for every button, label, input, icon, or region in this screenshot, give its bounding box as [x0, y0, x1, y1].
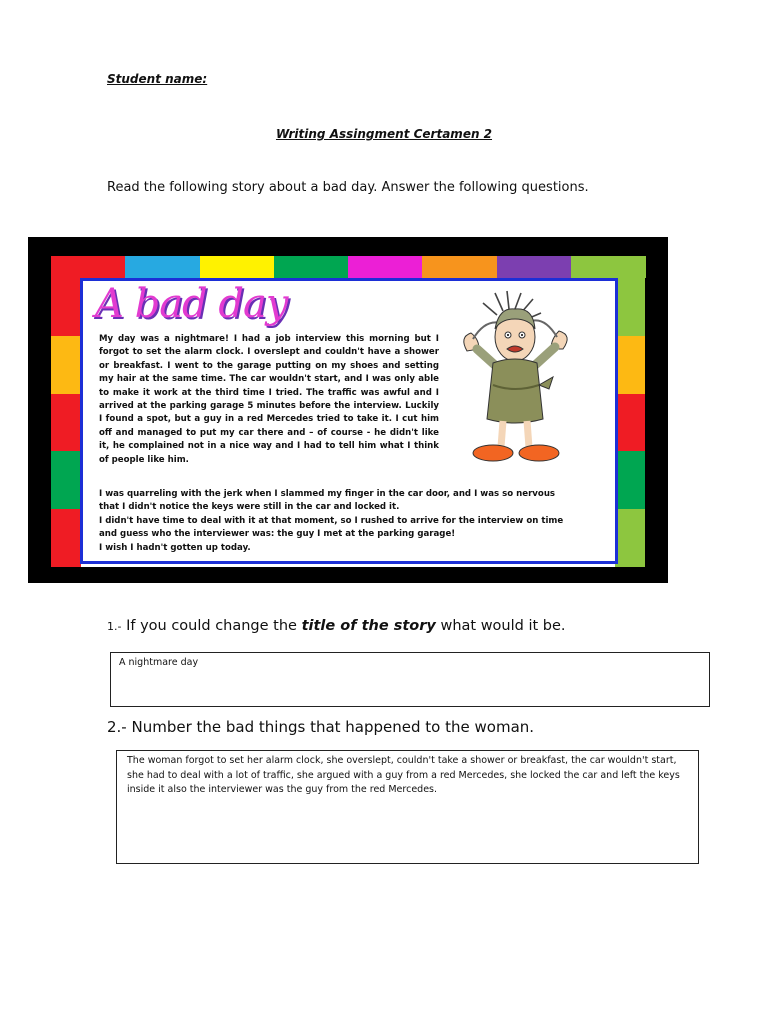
border-block [51, 394, 81, 452]
story-line: that I didn't notice the keys were still in the car and locked it. [99, 502, 400, 513]
story-line: and guess who the interviewer was: the guy I met at the parking garage! [99, 529, 456, 540]
border-block [615, 278, 645, 336]
answer-box-2[interactable]: The woman forgot to set her alarm clock, she overslept, couldn't take a shower or breakfast, the car wouldn't start, she had to deal with a lot of traffic, she argued with a guy from a red Mercedes, she locked the car and left the keys inside it also the interviewer was the guy from the red Mercedes. [116, 750, 699, 864]
story-line: I wish I hadn't gotten up today. [99, 542, 251, 553]
border-block [422, 256, 497, 278]
story-content [80, 278, 618, 564]
story-line: I didn't have time to deal with it at that moment, so I rushed to arrive for the interview on time [99, 515, 564, 526]
story-title: A bad day [95, 281, 288, 327]
border-block [51, 451, 81, 509]
border-block [51, 509, 81, 567]
story-line: I was quarreling with the jerk when I slammed my finger in the car door, and I was so nervous [99, 489, 556, 499]
document-title: Writing Assingment Certamen 2 [275, 127, 493, 141]
frustrated-woman-illustration [445, 289, 585, 481]
student-name-label: Student name: [107, 72, 208, 86]
border-block [51, 278, 81, 336]
question-2: 2.- Number the bad things that happened to the woman. [107, 718, 535, 736]
story-paragraph-2 [99, 488, 609, 555]
border-block [274, 256, 349, 278]
question-number: 1.- [107, 620, 122, 633]
border-block [615, 394, 645, 452]
border-block [571, 256, 646, 278]
border-block [615, 509, 645, 567]
question-1 [107, 618, 566, 634]
border-block [51, 256, 126, 278]
question-text: what would it be. [440, 618, 566, 634]
question-emphasis: title of the story [301, 618, 436, 634]
border-block [125, 256, 200, 278]
border-block [200, 256, 275, 278]
border-block [497, 256, 572, 278]
answer-box-1[interactable]: A nightmare day [110, 652, 710, 707]
border-block [615, 336, 645, 394]
border-block [51, 336, 81, 394]
story-paragraph: My day was a nightmare! I had a job interview this morning but I forgot to set the alarm clock. I overslept and couldn't have a shower or breakfast. I went to the garage putting on my shoes and setting my hair at the same time. The car wouldn't start, and I was only able to make it work at the third time I tried. The traffic was awful and I arrived at the parking garage 5 minutes before the interview. Luckily I found a spot, but a guy in a red Mercedes tried to take it. I cut him off and managed to put my car there and – of course - he didn't like it, he complained not in a nice way and I had to tell him what I think of people like him. [99, 334, 439, 465]
border-block [348, 256, 423, 278]
question-text: If you could change the [126, 618, 297, 634]
instructions-text: Read the following story about a bad day. Answer the following questions. [107, 180, 589, 195]
border-block [615, 451, 645, 509]
story-panel [28, 237, 668, 583]
